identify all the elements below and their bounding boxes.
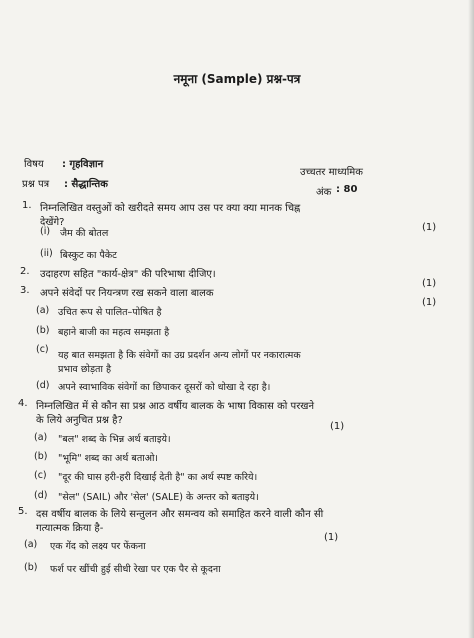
option-label: (a): [24, 539, 38, 550]
option-label: (a): [34, 432, 48, 443]
question-marks: (1): [422, 278, 437, 289]
option-label: (b): [34, 451, 48, 462]
question-text: उदाहरण सहित "कार्य-क्षेत्र" की परिभाषा दीजिए।: [40, 269, 216, 280]
option-label: (c): [34, 470, 47, 481]
option-text: यह बात समझता है कि संवेगों का उग्र प्रदर्शन अन्य लोगों पर नकारात्मक: [58, 350, 301, 361]
question-text-cont: गत्यात्मक क्रिया है-: [36, 523, 104, 534]
question-text: अपने संवेदों पर नियन्त्रण रख सकने वाला बालक: [40, 288, 214, 299]
question-text: दस वर्षीय बालक के लिये सन्तुलन और समन्वय को समाहित करने वाली कौन सी: [36, 509, 324, 520]
option-text: अपने स्वाभाविक संवेगों का छिपाकर दूसरों को धोखा दे रहा है।: [58, 382, 271, 393]
scan-shadow: [468, 0, 474, 638]
question-marks: (1): [422, 297, 437, 308]
option-text: "सेल" (SAIL) और 'सेल' (SALE) के अन्तर को बताइये।: [58, 492, 259, 503]
page-title: नमूना (Sample) प्रश्न-पत्र: [173, 72, 301, 86]
paper-value: : सैद्धान्तिक: [64, 179, 108, 190]
option-label: (a): [36, 305, 50, 316]
question-marks: (1): [324, 532, 339, 543]
subject-value: : गृहविज्ञान: [62, 159, 104, 170]
option-label: (d): [36, 380, 50, 391]
question-marks: (1): [330, 421, 345, 432]
option-label: (b): [36, 325, 50, 336]
question-text: निम्नलिखित वस्तुओं को खरीदते समय आप उस पर क्या क्या मानक चिह्न: [40, 203, 301, 214]
option-label: (ii): [40, 248, 53, 259]
option-text: बिस्कुट का पैकेट: [60, 250, 117, 261]
marks-label: अंक: [316, 187, 332, 198]
option-label: (d): [34, 490, 48, 501]
question-text: निम्नलिखित में से कौन सा प्रश्न आठ वर्षीय बालक के भाषा विकास को परखने: [36, 401, 315, 412]
option-text: एक गेंद को लक्ष्य पर फेंकना: [50, 541, 146, 552]
option-text: "भूमि" शब्द का अर्थ बताओ।: [58, 453, 159, 464]
question-text-cont: के लिये अनुचित प्रश्न है?: [36, 415, 123, 426]
option-text: "बल" शब्द के भिन्न अर्थ बताइये।: [58, 434, 171, 445]
option-text-cont: प्रभाव छोड़ता है: [58, 364, 111, 375]
paper-label: प्रश्न पत्र: [22, 179, 50, 190]
option-label: (i): [40, 226, 51, 237]
question-number: 4.: [18, 398, 28, 409]
option-label: (c): [36, 344, 49, 355]
marks-value: : 80: [336, 184, 358, 195]
option-text: फर्श पर खींची हुई सीधी रेखा पर एक पैर से कूदना: [50, 564, 221, 575]
question-text-cont: देखेंगे?: [40, 217, 65, 228]
level-text: उच्चतर माध्यमिक: [300, 167, 363, 178]
option-text: उचित रूप से पालित–पोषित है: [58, 307, 162, 318]
option-text: "दूर की घास हरी-हरी दिखाई देती है" का अर्थ स्पष्ट करिये।: [58, 472, 258, 483]
question-number: 2.: [20, 266, 30, 277]
option-text: बहाने बाजी का महत्व समझता है: [58, 327, 170, 338]
option-label: (b): [24, 562, 38, 573]
question-number: 1.: [22, 200, 32, 211]
question-number: 3.: [20, 285, 30, 296]
subject-label: विषय: [24, 159, 44, 170]
option-text: जैम की बोतल: [60, 228, 109, 239]
question-number: 5.: [18, 506, 28, 517]
question-marks: (1): [422, 222, 437, 233]
